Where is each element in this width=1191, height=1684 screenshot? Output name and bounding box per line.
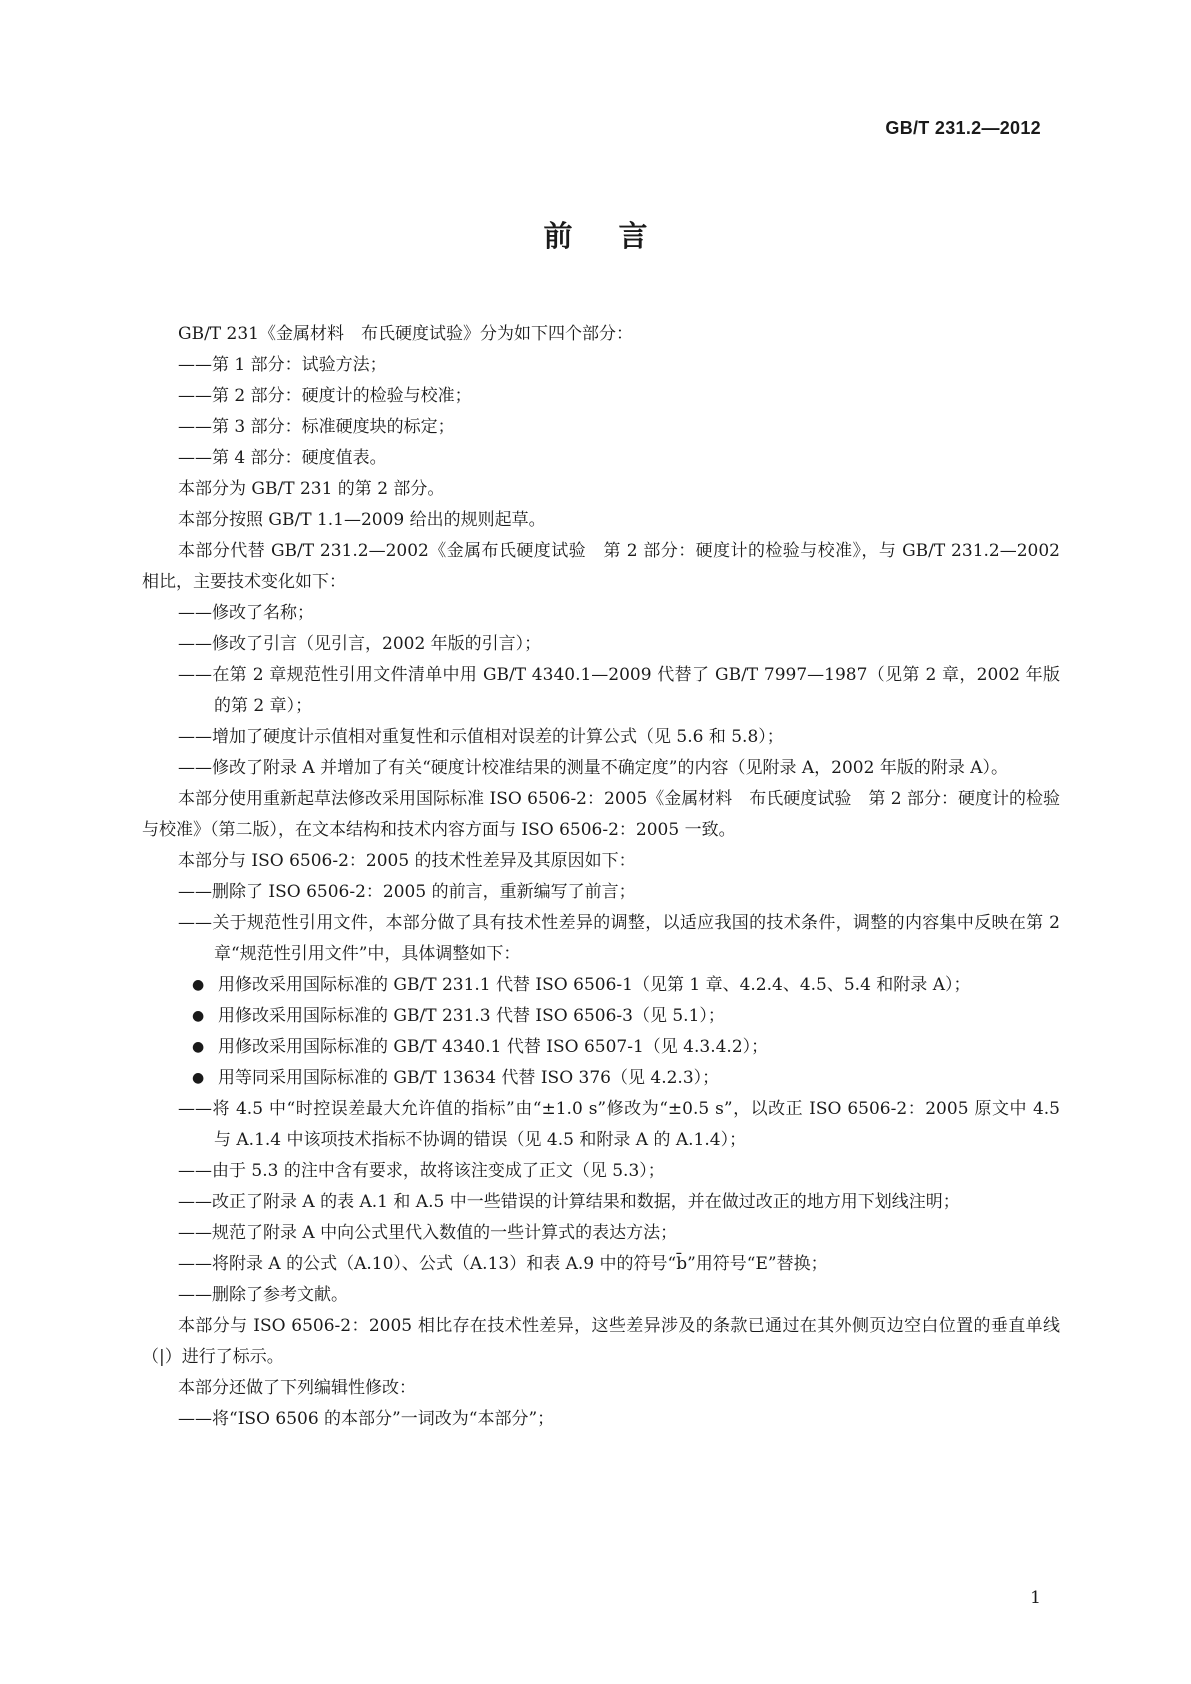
dash-list-item: ——在第 2 章规范性引用文件清单中用 GB/T 4340.1—2009 代替了 GB/T 7997—1987（见第 2 章，2002 年版的第 2 章）； [178, 665, 1060, 716]
dash-list-item: ——关于规范性引用文件，本部分做了具有技术性差异的调整，以适应我国的技术条件，调整的内容集中反映在第 2 章“规范性引用文件”中，具体调整如下： [178, 913, 1060, 964]
bullet-text: 用等同采用国际标准的 GB/T 13634 代替 ISO 376（见 4.2.3）； [218, 1068, 720, 1088]
bullet-dot-icon: ● [192, 1039, 205, 1055]
paragraph: 本部分按照 GB/T 1.1—2009 给出的规则起草。 [178, 510, 546, 530]
bullet-text: 用修改采用国际标准的 GB/T 231.1 代替 ISO 6506-1（见第 1 章、4.2.4、4.5、5.4 和附录 A）； [218, 975, 971, 995]
dash-list-item: ——第 2 部分：硬度计的检验与校准； [178, 386, 472, 406]
bullet-item [142, 1032, 1060, 1063]
document-body [142, 319, 1060, 1435]
paragraph: 本部分还做了下列编辑性修改： [178, 1378, 416, 1398]
dash-list-item: ——修改了名称； [178, 603, 314, 623]
dash-list-item: ——第 1 部分：试验方法； [178, 355, 387, 375]
paragraph: 本部分与 ISO 6506-2：2005 的技术性差异及其原因如下： [178, 851, 636, 871]
dash-list-item: ——将“ISO 6506 的本部分”一词改为“本部分”； [178, 1409, 555, 1429]
dash-list-item: ——删除了 ISO 6506-2：2005 的前言，重新编写了前言； [178, 882, 636, 902]
page-title: 前言 [543, 219, 694, 253]
bullet-text: 用修改采用国际标准的 GB/T 4340.1 代替 ISO 6507-1（见 4.3.4.2）； [218, 1037, 769, 1057]
paragraph: 本部分使用重新起草法修改采用国际标准 ISO 6506-2：2005《金属材料 布氏硬度试验 第 2 部分：硬度计的检验与校准》（第二版），在文本结构和技术内容方面与 ISO 6506-2：2005 一致。 [142, 789, 1060, 840]
dash-list-item: ——第 4 部分：硬度值表。 [178, 448, 387, 468]
page-number: 1 [1030, 1588, 1041, 1608]
bullet-dot-icon: ● [192, 1070, 205, 1086]
bullet-dot-icon: ● [192, 1008, 205, 1024]
dash-list-item: ——由于 5.3 的注中含有要求，故将该注变成了正文（见 5.3）； [178, 1161, 665, 1181]
bullet-item [142, 1001, 1060, 1032]
dash-list-item: ——规范了附录 A 中向公式里代入数值的一些计算式的表达方法； [178, 1223, 678, 1243]
bullet-item [142, 970, 1060, 1001]
paragraph: 本部分代替 GB/T 231.2—2002《金属布氏硬度试验 第 2 部分：硬度计的检验与校准》，与 GB/T 231.2—2002 相比，主要技术变化如下： [142, 541, 1060, 592]
bullet-item [142, 1063, 1060, 1094]
dash-list-item: ——第 3 部分：标准硬度块的标定； [178, 417, 455, 437]
paragraph: 本部分为 GB/T 231 的第 2 部分。 [178, 479, 445, 499]
dash-list-item: ——将附录 A 的公式（A.10）、公式（A.13）和表 A.9 中的符号“b̄”用符号“E”替换； [178, 1254, 828, 1274]
dash-list-item: ——删除了参考文献。 [178, 1285, 348, 1305]
bullet-dot-icon: ● [192, 977, 205, 993]
paragraph: GB/T 231《金属材料 布氏硬度试验》分为如下四个部分： [178, 324, 633, 344]
paragraph: 本部分与 ISO 6506-2：2005 相比存在技术性差异，这些差异涉及的条款已通过在其外侧页边空白位置的垂直单线（|）进行了标示。 [142, 1316, 1060, 1367]
dash-list-item: ——改正了附录 A 的表 A.1 和 A.5 中一些错误的计算结果和数据，并在做过改正的地方用下划线注明； [178, 1192, 960, 1212]
dash-list-item: ——修改了引言（见引言，2002 年版的引言）； [178, 634, 542, 654]
standard-code: GB/T 231.2—2012 [885, 118, 1041, 138]
dash-list-item: ——增加了硬度计示值相对重复性和示值相对误差的计算公式（见 5.6 和 5.8）； [178, 727, 784, 747]
dash-list-item: ——将 4.5 中“时控误差最大允许值的指标”由“±1.0 s”修改为“±0.5 s”，以改正 ISO 6506-2：2005 原文中 4.5 与 A.1.4 中该项技术指标不协调的错误（见 4.5 和附录 A 的 A.1.4）； [178, 1099, 1060, 1150]
bullet-text: 用修改采用国际标准的 GB/T 231.3 代替 ISO 6506-3（见 5.1）； [218, 1006, 725, 1026]
dash-list-item: ——修改了附录 A 并增加了有关“硬度计校准结果的测量不确定度”的内容（见附录 A，2002 年版的附录 A）。 [178, 758, 1008, 778]
